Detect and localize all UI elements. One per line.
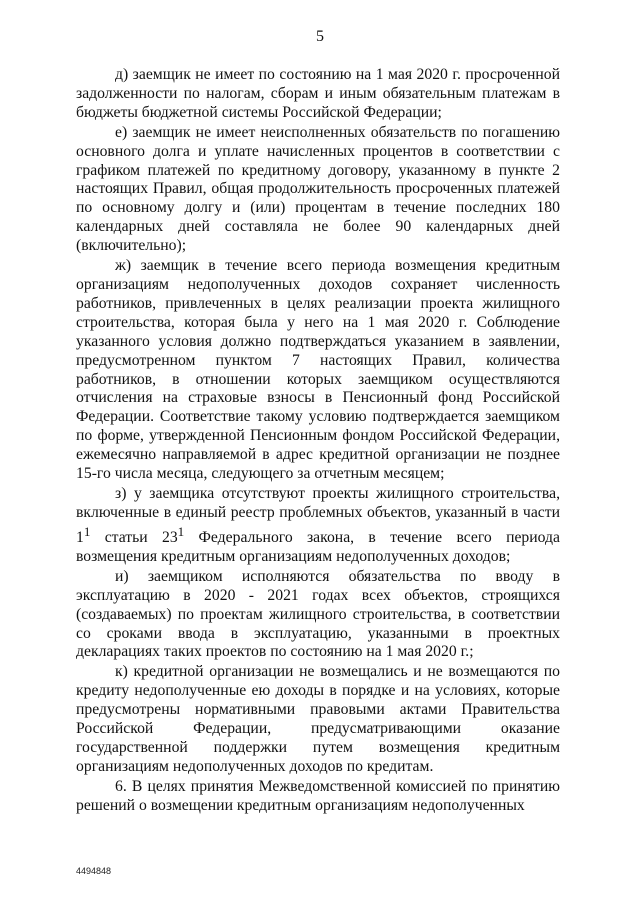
document-body bbox=[76, 66, 560, 817]
paragraph-6: 6. В целях принятия Межведомственной комиссией по принятию решений о возмещении кредитным организациям недополученных bbox=[76, 777, 560, 814]
superscript-part: 1 bbox=[83, 523, 91, 539]
paragraph-z-text-after: Федерального закона, в течение всего периода возмещения кредитным организациям недополученных доходов; bbox=[76, 528, 560, 565]
document-id: 4494848 bbox=[76, 866, 112, 876]
paragraph-z-text-middle: статьи 23 bbox=[90, 528, 178, 546]
page-number: 5 bbox=[316, 28, 324, 45]
paragraph-d: д) заемщик не имеет по состоянию на 1 мая 2020 г. просроченной задолженности по налогам, сборам и иным обязательным платежам в бюджеты бюджетной системы Российской Федерации; bbox=[76, 66, 560, 121]
paragraph-k: к) кредитной организации не возмещались и не возмещаются по кредиту недополученные ею доходы в порядке и на условиях, которые предусмотрены нормативными правовыми актами Правительства Российской Федерации, предусматривающими оказание государственной поддержки путем возмещения кредитным организациям недополученных доходов по кредитам. bbox=[76, 663, 560, 775]
paragraph-z-text-before: з) у заемщика отсутствуют проекты жилищного строительства, включенные в единый реестр проблемных объектов, указанный в части 1 bbox=[76, 484, 560, 546]
paragraph-e: е) заемщик не имеет неисполненных обязательств по погашению основного долга и уплате начисленных процентов в соответствии с графиком платежей по кредитному договору, указанному в пункте 2 настоящих Правил, общая продолжительность просроченных платежей по основному долгу и (или) процентам в течение последних 180 календарных дней составляла не более 90 календарных дней (включительно); bbox=[76, 123, 560, 255]
superscript-article: 1 bbox=[177, 523, 185, 539]
paragraph-z bbox=[76, 485, 560, 567]
paragraph-i: и) заемщиком исполняются обязательства по вводу в эксплуатацию в 2020 - 2021 годах всех объектов, строящихся (создаваемых) по проектам жилищного строительства, в соответствии со сроками ввода в эксплуатацию, указанными в проектных декларациях таких проектов по состоянию на 1 мая 2020 г.; bbox=[76, 567, 560, 661]
paragraph-zh: ж) заемщик в течение всего периода возмещения кредитным организациям недополученных доходов сохраняет численность работников, привлеченных в целях реализации проекта жилищного строительства, которая была у него на 1 мая 2020 г. Соблюдение указанного условия должно подтверждаться указанием в заявлении, предусмотренном пунктом 7 настоящих Правил, количества работников, в отношении которых заемщиком осуществляются отчисления на страховые взносы в Пенсионный фонд Российской Федерации. Соответствие такому условию подтверждается заемщиком по форме, утвержденной Пенсионным фондом Российской Федерации, ежемесячно направляемой в адрес кредитной организации не позднее 15-го числа месяца, следующего за отчетным месяцем; bbox=[76, 257, 560, 483]
